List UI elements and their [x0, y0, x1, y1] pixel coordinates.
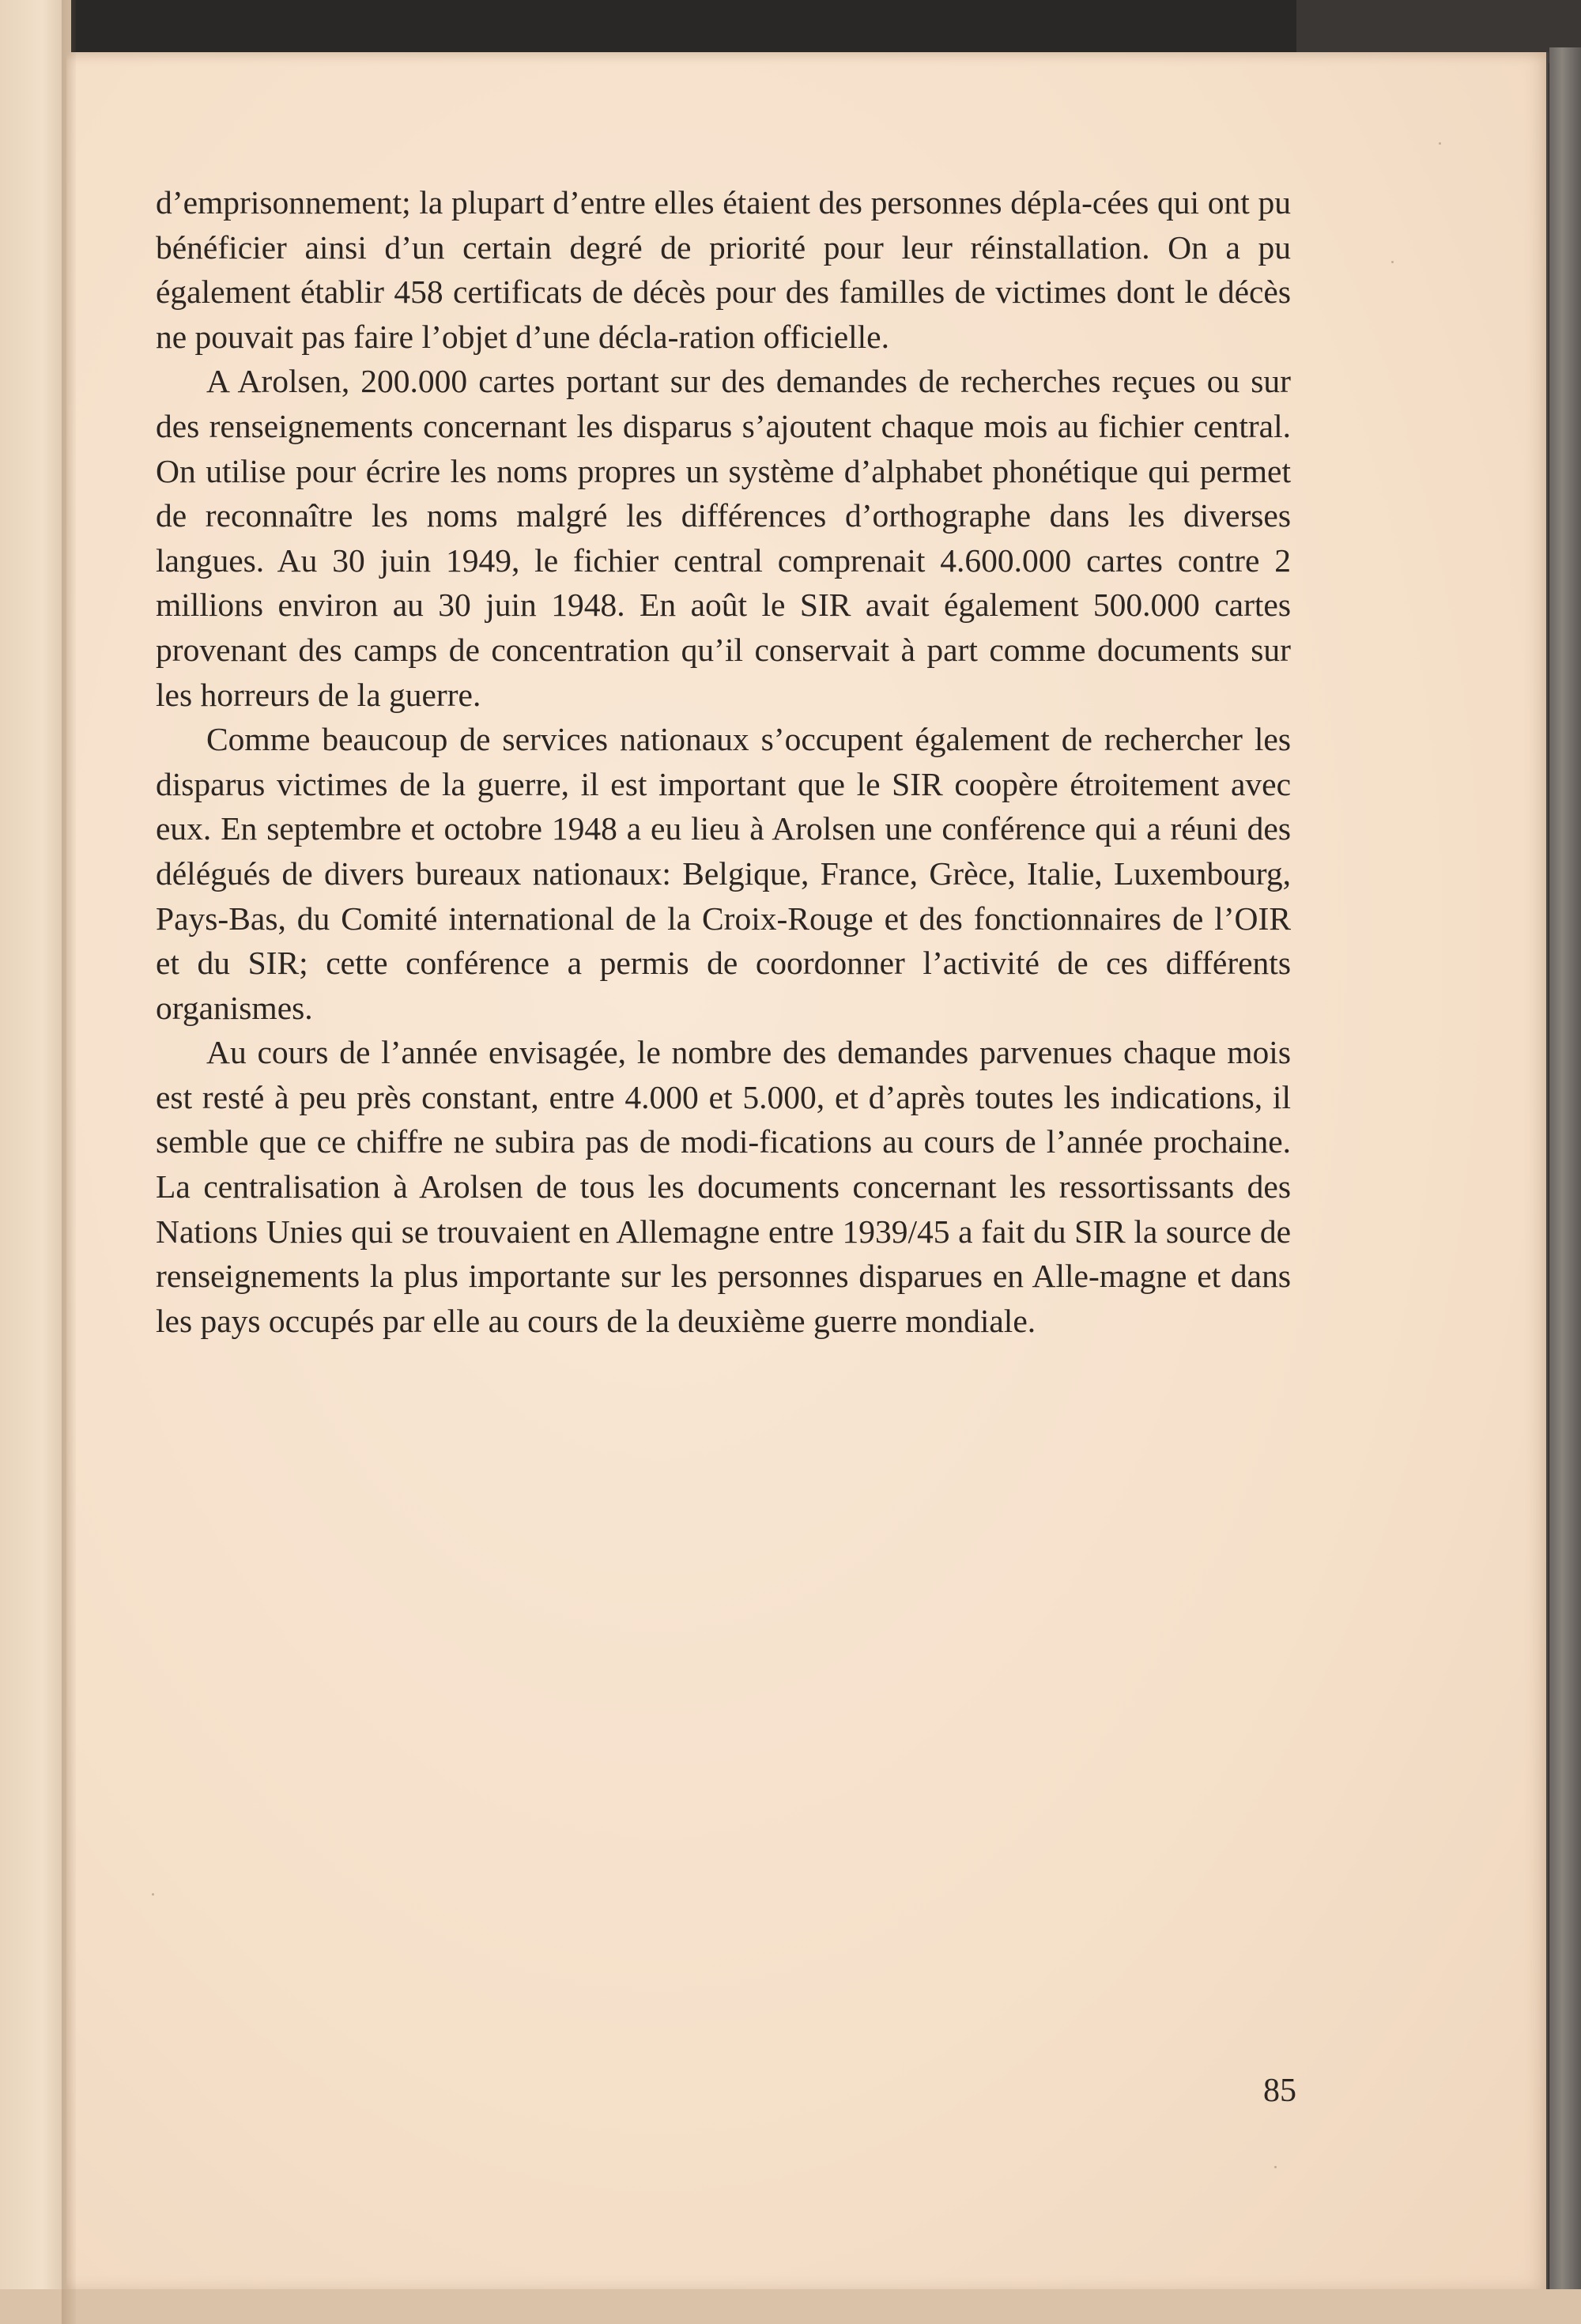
paper-fleck: [152, 1893, 154, 1896]
paragraph-4: Au cours de l’année envisagée, le nombre des demandes parvenues chaque mois est resté à peu près constant, entre 4.000 et 5.000, et d’après toutes les indications, il semble que ce chiffre ne subira pas de modi-fications au cours de l’année prochaine. La centralisation à Arolsen de tous les documents concernant les ressortissants des Nations Unies qui se trouvaient en Allemagne entre 1939/45 a fait du SIR la source de renseignements la plus importante sur les personnes disparues en Alle-magne et dans les pays occupés par elle au cours de la deuxième guerre mondiale.: [156, 1034, 1291, 1339]
page-stack-edge: [1549, 47, 1581, 2324]
body-text: [156, 180, 1291, 1343]
paper-fleck: [1274, 2166, 1277, 2168]
page-number: 85: [1263, 2073, 1296, 2109]
facing-page-edge: [0, 0, 71, 2324]
paragraph-1: d’emprisonnement; la plupart d’entre elles étaient des personnes dépla-cées qui ont pu bénéficier ainsi d’un certain degré de priorité pour leur réinstallation. On a pu également établir 458 certificats de décès pour des familles de victimes dont le décès ne pouvait pas faire l’objet d’une décla-ration officielle.: [156, 184, 1291, 355]
paper-fleck: [1439, 142, 1441, 145]
page-bottom-edge: [0, 2289, 1581, 2324]
paragraph-3: Comme beaucoup de services nationaux s’occupent également de rechercher les disparus victimes de la guerre, il est important que le SIR coopère étroitement avec eux. En septembre et octobre 1948 a eu lieu à Arolsen une conférence qui a réuni des délégués de divers bureaux nationaux: Belgique, France, Grèce, Italie, Luxembourg, Pays-Bas, du Comité international de la Croix-Rouge et des fonctionnaires de l’OIR et du SIR; cette conférence a permis de coordonner l’activité de ces différents organismes.: [156, 721, 1291, 1026]
book-gutter: [62, 0, 76, 2324]
paragraph-2: A Arolsen, 200.000 cartes portant sur des demandes de recherches reçues ou sur des renseignements concernant les disparus s’ajoutent chaque mois au fichier central. On utilise pour écrire les noms propres un système d’alphabet phonétique qui permet de reconnaître les noms malgré les différences d’orthographe dans les diverses langues. Au 30 juin 1949, le fichier central comprenait 4.600.000 cartes contre 2 millions environ au 30 juin 1948. En août le SIR avait également 500.000 cartes provenant des camps de concentration qu’il conservait à part comme documents sur les horreurs de la guerre.: [156, 363, 1291, 713]
paper-fleck: [1391, 261, 1394, 263]
